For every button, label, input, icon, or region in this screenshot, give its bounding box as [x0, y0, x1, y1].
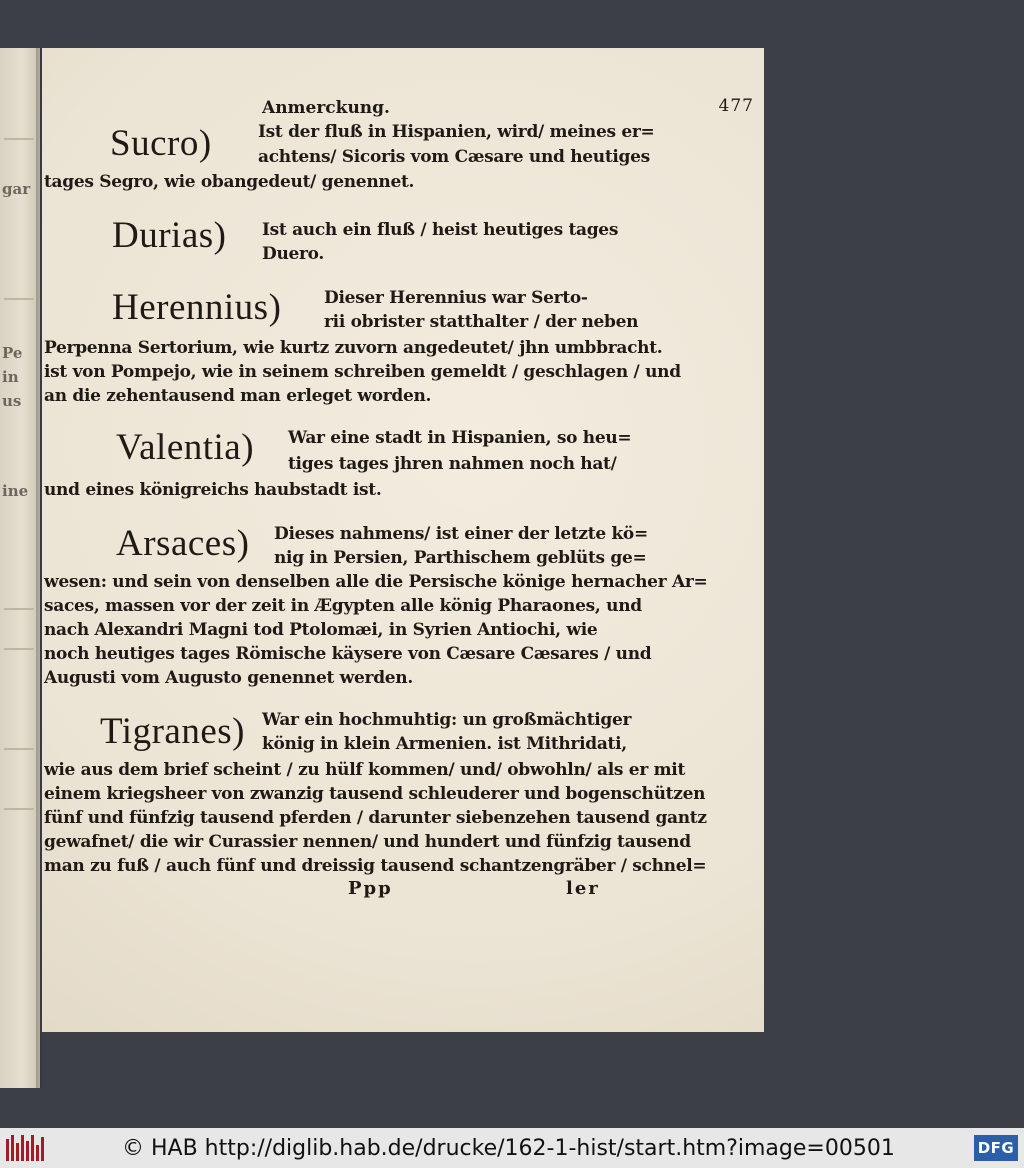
entry-line: Dieses nahmens/ ist einer der letzte kö= [274, 524, 648, 544]
running-head [262, 96, 754, 118]
entry-line: ist von Pompejo, wie in seinem schreiben gemeldt / geschlagen / und [44, 362, 681, 382]
page-number: 477 [718, 96, 754, 116]
entry-line: Duero. [262, 244, 325, 264]
entry-line: Perpenna Sertorium, wie kurtz zuvorn angedeutet/ jhn umbbracht. [44, 338, 663, 358]
entry-term: Sucro) [110, 123, 212, 164]
facing-page-fragment: in [2, 368, 19, 386]
entry-line: Augusti vom Augusto genennet werden. [44, 668, 413, 688]
copyright-url[interactable]: © HAB http://diglib.hab.de/drucke/162-1-hist/start.htm?image=00501 [122, 1136, 895, 1161]
entry-line: wie aus dem brief scheint / zu hülf kommen/ und/ obwohln/ als er mit [44, 760, 685, 780]
entry-line: man zu fuß / auch fünf und dreissig tausend schantzengräber / schnel= [44, 856, 707, 876]
running-head-title: Anmerckung. [262, 98, 390, 118]
entry-line: einem kriegsheer von zwanzig tausend schleuderer und bogenschützen [44, 784, 706, 804]
entry-line: War ein hochmuhtig: un großmächtiger [262, 710, 632, 730]
entry-term: Durias) [112, 215, 227, 256]
facing-page-fragment: ine [2, 482, 29, 500]
entry-term: Valentia) [116, 427, 255, 468]
entry-line: nach Alexandri Magni tod Ptolomæi, in Syrien Antiochi, wie [44, 620, 598, 640]
entry-line: Ist auch ein fluß / heist heutiges tages [262, 220, 619, 240]
facing-page-fragment: Pe [2, 344, 23, 362]
catchword: ler [566, 878, 600, 899]
entry-line: saces, massen vor der zeit in Ægypten alle könig Pharaones, und [44, 596, 642, 616]
facing-page-fragment: us [2, 392, 22, 410]
entry-line: könig in klein Armenien. ist Mithridati, [262, 734, 627, 754]
entry-line: wesen: und sein von denselben alle die Persische könige hernacher Ar= [44, 572, 708, 592]
hab-barcode-logo-icon[interactable] [6, 1135, 46, 1161]
entry-line: rii obrister statthalter / der neben [324, 312, 639, 332]
facing-page-edge [0, 48, 40, 1088]
entry-line: tiges tages jhren nahmen noch hat/ [288, 454, 617, 474]
entry-line: nig in Persien, Parthischem geblüts ge= [274, 548, 647, 568]
entry-line: an die zehentausend man erleget worden. [44, 386, 432, 406]
entry-line: noch heutiges tages Römische käysere von Cæsare Cæsares / und [44, 644, 652, 664]
entry-term: Herennius) [112, 287, 282, 328]
dfg-logo[interactable]: DFG [974, 1135, 1018, 1161]
entry-line: gewafnet/ die wir Curassier nennen/ und hundert und fünfzig tausend [44, 832, 691, 852]
entry-line: und eines königreichs haubstadt ist. [44, 480, 382, 500]
entry-line: War eine stadt in Hispanien, so heu= [288, 428, 632, 448]
entry-line: achtens/ Sicoris vom Cæsare und heutiges [258, 147, 650, 167]
entry-line: Dieser Herennius war Serto- [324, 288, 588, 308]
entry-term: Tigranes) [100, 711, 245, 752]
facing-page-fragment: gar [2, 180, 31, 198]
scanned-page [42, 48, 764, 1032]
entry-line: tages Segro, wie obangedeut/ genennet. [44, 172, 415, 192]
entry-line: Ist der fluß in Hispanien, wird/ meines er= [258, 122, 655, 142]
entry-line: fünf und fünfzig tausend pferden / darunter siebenzehen tausend gantz [44, 808, 707, 828]
signature-mark: Ppp [348, 878, 393, 899]
footer-bar [0, 1128, 1024, 1168]
entry-term: Arsaces) [116, 523, 250, 564]
